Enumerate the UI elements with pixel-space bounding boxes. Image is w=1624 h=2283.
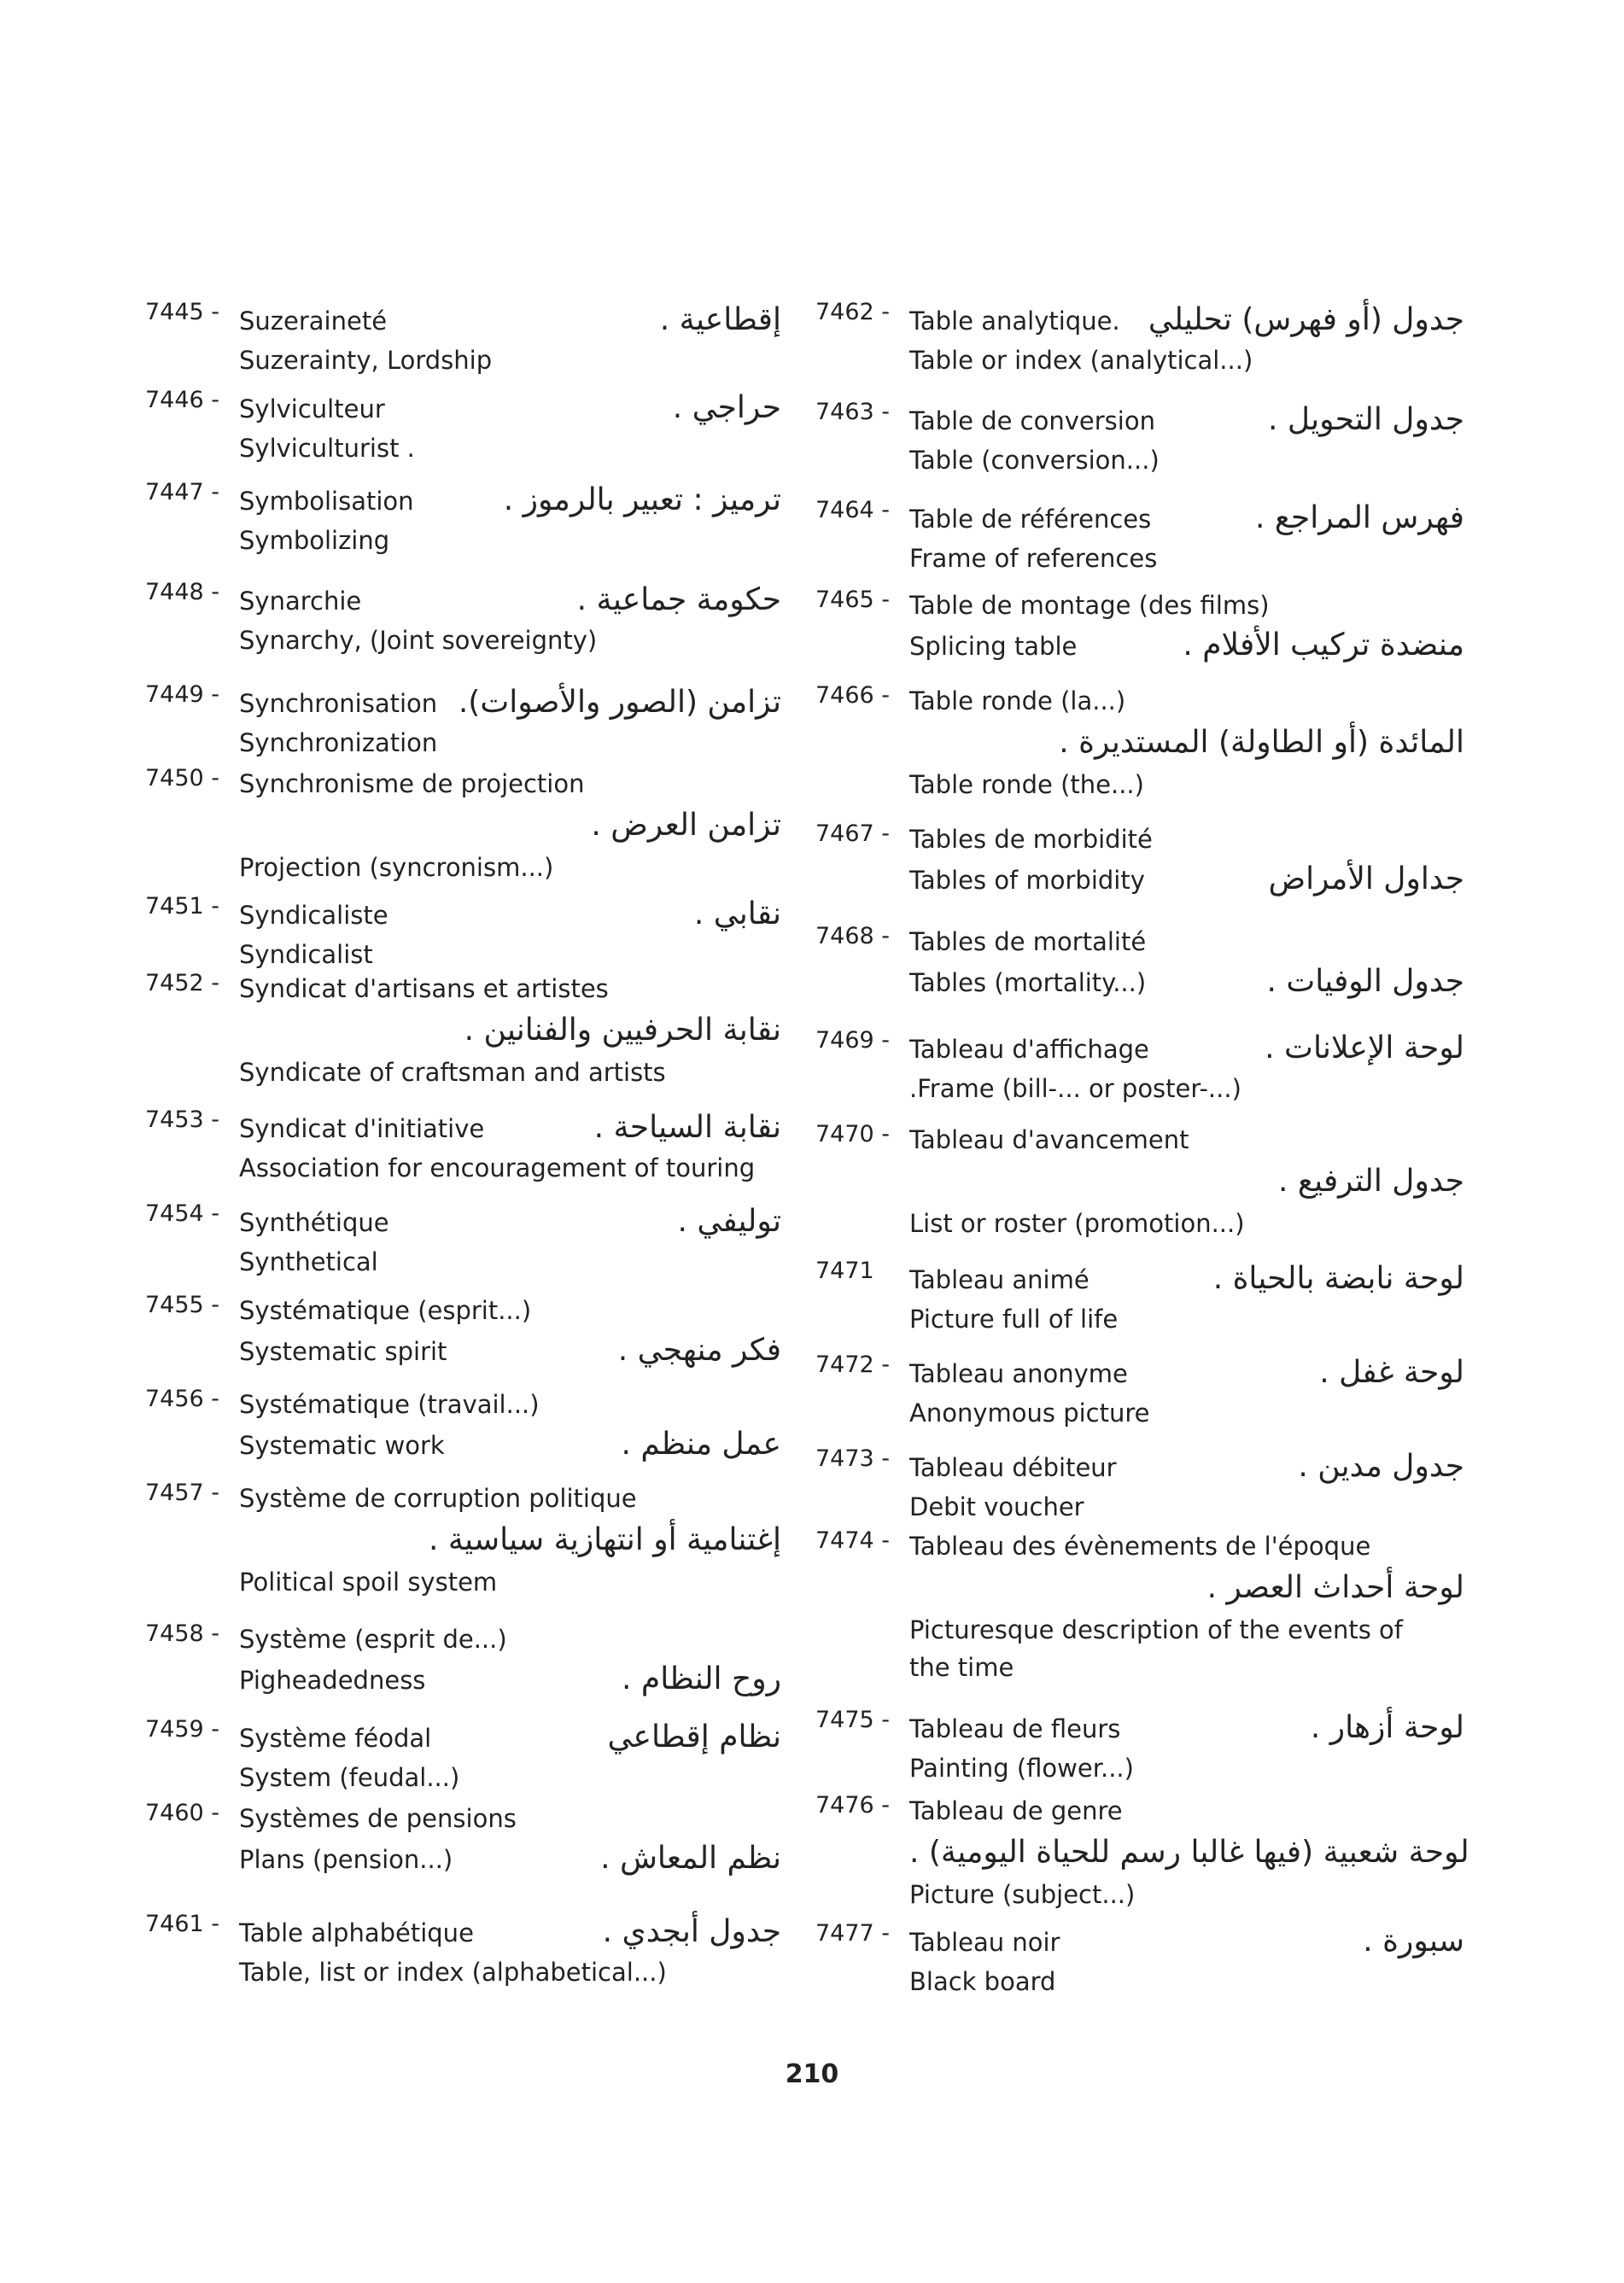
arabic-term: حراجي .	[672, 390, 781, 425]
entry	[145, 893, 781, 970]
entry	[145, 765, 781, 893]
entry	[145, 1800, 781, 1911]
english-term: Suzerainty, Lordship	[239, 346, 493, 375]
english-term: Tables of morbidity	[909, 866, 1145, 895]
french-term: Table de références	[909, 505, 1152, 534]
french-term: Systématique (travail...)	[239, 1390, 540, 1419]
english-term: Symbolizing	[239, 526, 390, 555]
entry	[815, 1920, 1464, 2006]
entry	[815, 1258, 1464, 1352]
french-term: Table analytique.	[909, 307, 1120, 336]
french-term: Synchronisme de projection	[239, 769, 585, 798]
page-number: 210	[785, 2059, 839, 2089]
english-term: Debit voucher	[909, 1492, 1084, 1521]
french-term: Sylviculteur	[239, 394, 385, 423]
arabic-term: فهرس المراجع .	[1254, 500, 1464, 535]
french-term: Synthétique	[239, 1208, 389, 1237]
entry	[145, 387, 781, 479]
entry-number: 7449 -	[145, 681, 220, 708]
french-term: Tableau anonyme	[909, 1359, 1128, 1388]
entry-number: 7472 -	[815, 1352, 891, 1378]
english-term: Syndicalist	[239, 940, 373, 969]
entry	[145, 1620, 781, 1716]
english-term: Plans (pension...)	[239, 1845, 453, 1874]
arabic-term: نقابي .	[693, 896, 781, 931]
english-term: Pigheadedness	[239, 1666, 426, 1695]
entry-number: 7452 -	[145, 970, 220, 996]
entry-number: 7476 -	[815, 1792, 891, 1819]
entry-number: 7464 -	[815, 497, 891, 523]
english-term: Tables (mortality...)	[909, 968, 1147, 997]
entry-number: 7447 -	[145, 479, 220, 505]
english-term: Painting (flower...)	[909, 1754, 1134, 1783]
entry-number: 7461 -	[145, 1911, 220, 1937]
french-term: Systèmes de pensions	[239, 1804, 517, 1833]
arabic-term: لوحة نابضة بالحياة .	[1212, 1261, 1464, 1296]
entry	[145, 1386, 781, 1480]
entry-number: 7474 -	[815, 1527, 891, 1554]
entry-number: 7457 -	[145, 1480, 220, 1506]
entry-number: 7446 -	[145, 387, 220, 413]
entry-number: 7475 -	[815, 1707, 891, 1733]
arabic-term: نظم المعاش .	[600, 1841, 781, 1876]
english-term: Sylviculturist .	[239, 434, 415, 463]
english-term: Synchronization	[239, 728, 438, 757]
entry	[145, 1911, 781, 1996]
arabic-term: جدول (أو فهرس) تحليلي	[1148, 302, 1464, 337]
entry	[815, 1792, 1469, 1920]
entry-number: 7451 -	[145, 893, 220, 920]
arabic-term: لوحة أزهار .	[1310, 1710, 1464, 1745]
french-term: Tables de morbidité	[909, 825, 1153, 854]
entry	[145, 299, 781, 387]
english-term: Synarchy, (Joint sovereignty)	[239, 626, 598, 655]
entry	[815, 497, 1464, 587]
entry-number: 7460 -	[145, 1800, 220, 1826]
entry	[815, 1707, 1464, 1792]
english-term: Table (conversion...)	[909, 446, 1160, 475]
english-term: System (feudal...)	[239, 1763, 460, 1792]
entry	[145, 579, 781, 681]
entry-number: 7466 -	[815, 682, 891, 709]
entry-number: 7470 -	[815, 1121, 891, 1147]
arabic-term: نقابة السياحة .	[593, 1110, 781, 1145]
french-term: Table de conversion	[909, 406, 1155, 435]
entry-number: 7463 -	[815, 399, 891, 425]
entry-number: 7468 -	[815, 923, 891, 949]
entry	[145, 1480, 781, 1620]
arabic-term: جدول التحويل .	[1268, 402, 1464, 437]
french-term: Tableau débiteur	[909, 1453, 1117, 1482]
entry-number: 7465 -	[815, 587, 891, 613]
french-term: Syndicaliste	[239, 901, 388, 930]
english-term: Systematic work	[239, 1431, 445, 1460]
french-term: Tableau des évènements de l'époque	[909, 1532, 1371, 1561]
arabic-term: إقطاعية .	[659, 302, 781, 337]
entry	[815, 1352, 1464, 1445]
entry-number: 7453 -	[145, 1106, 220, 1133]
entry	[815, 923, 1464, 1027]
french-term: Tableau d'avancement	[909, 1125, 1189, 1154]
entry	[815, 682, 1464, 820]
french-term: Syndicat d'artisans et artistes	[239, 974, 609, 1003]
french-term: Système (esprit de...)	[239, 1625, 507, 1654]
french-term: Table ronde (la...)	[909, 686, 1126, 715]
arabic-term: لوحة شعبية (فيها غالبا رسم للحياة اليومية) .	[909, 1835, 1469, 1870]
english-term: Syndicate of craftsman and artists	[239, 1058, 666, 1087]
entry	[145, 479, 781, 579]
entry	[145, 1292, 781, 1386]
english-term: Anonymous picture	[909, 1398, 1150, 1428]
entry-number: 7471	[815, 1258, 874, 1284]
english-term: Picturesque description of the events of	[909, 1615, 1404, 1644]
entry-number: 7477 -	[815, 1920, 891, 1947]
entry-number: 7456 -	[145, 1386, 220, 1412]
entry-number: 7462 -	[815, 299, 891, 325]
french-term: Suzeraineté	[239, 307, 388, 336]
english-term: Systematic spirit	[239, 1337, 447, 1366]
french-term: Systématique (esprit...)	[239, 1296, 532, 1325]
english-term-continued: the time	[909, 1653, 1014, 1682]
entry	[815, 587, 1464, 682]
french-term: Système féodal	[239, 1724, 432, 1753]
entry	[145, 1200, 781, 1292]
english-term: Synthetical	[239, 1247, 378, 1276]
entry	[145, 1106, 781, 1200]
english-term: Table, list or index (alphabetical...)	[239, 1958, 667, 1987]
arabic-term: نظام إقطاعي	[607, 1720, 781, 1755]
english-term: Picture (subject...)	[909, 1880, 1136, 1909]
english-term: Table or index (analytical...)	[909, 346, 1253, 375]
arabic-term: تزامن العرض .	[591, 808, 781, 843]
entry-number: 7458 -	[145, 1620, 220, 1647]
entry	[815, 820, 1464, 923]
french-term: Tableau de genre	[909, 1796, 1123, 1825]
arabic-term: نقابة الحرفيين والفنانين .	[464, 1013, 781, 1048]
arabic-term: جدول الترفيع .	[1278, 1164, 1464, 1199]
french-term: Tableau de fleurs	[909, 1714, 1121, 1743]
english-term: Political spoil system	[239, 1568, 498, 1597]
arabic-term: جدول أبجدي .	[602, 1914, 781, 1949]
arabic-term: جداول الأمراض	[1268, 861, 1464, 896]
french-term: Système de corruption politique	[239, 1484, 637, 1513]
english-term: Association for encouragement of touring	[239, 1153, 756, 1182]
french-term: Tableau animé	[909, 1265, 1089, 1294]
entry-number: 7454 -	[145, 1200, 220, 1227]
arabic-term: توليفي .	[677, 1204, 781, 1239]
french-term: Synarchie	[239, 587, 362, 616]
entry	[815, 1121, 1464, 1258]
french-term: Table alphabétique	[239, 1918, 474, 1947]
arabic-term: المائدة (أو الطاولة) المستديرة .	[1059, 725, 1464, 760]
entry	[815, 1527, 1464, 1707]
english-term: Black board	[909, 1967, 1056, 1996]
arabic-term: تزامن (الصور والأصوات).	[458, 685, 781, 720]
entry	[815, 1027, 1464, 1121]
french-term: Tables de mortalité	[909, 927, 1147, 956]
arabic-term: لوحة الإعلانات .	[1265, 1031, 1464, 1066]
french-term: Symbolisation	[239, 487, 414, 516]
entry-number: 7448 -	[145, 579, 220, 605]
english-term: Frame of references	[909, 544, 1158, 573]
arabic-term: روح النظام .	[622, 1661, 781, 1696]
french-term: Synchronisation	[239, 689, 438, 718]
entry	[815, 1445, 1464, 1527]
left-column	[145, 299, 781, 1996]
entry	[815, 299, 1464, 399]
arabic-term: منضدة تركيب الأفلام .	[1183, 628, 1464, 663]
arabic-term: جدول مدين .	[1298, 1449, 1464, 1484]
english-term: .Frame (bill-... or poster-...)	[909, 1074, 1241, 1103]
english-term: Splicing table	[909, 632, 1078, 661]
entry	[145, 681, 781, 765]
entry-number: 7445 -	[145, 299, 220, 325]
entry	[145, 1716, 781, 1800]
entry	[145, 970, 781, 1106]
english-term: Table ronde (the...)	[909, 770, 1144, 799]
arabic-term: حكومة جماعية .	[576, 582, 781, 617]
english-term: Picture full of life	[909, 1305, 1119, 1334]
arabic-term: لوحة غفل .	[1319, 1355, 1464, 1390]
arabic-term: فكر منهجي .	[617, 1333, 781, 1368]
entry-number: 7469 -	[815, 1027, 891, 1054]
entry-number: 7450 -	[145, 765, 220, 791]
right-column	[815, 299, 1469, 2006]
english-term: Projection (syncronism...)	[239, 853, 554, 882]
english-term: List or roster (promotion...)	[909, 1209, 1245, 1238]
entry-number: 7459 -	[145, 1716, 220, 1743]
entry-number: 7467 -	[815, 820, 891, 847]
arabic-term: ترميز : تعبير بالرموز .	[503, 482, 781, 517]
arabic-term: جدول الوفيات .	[1266, 964, 1464, 999]
entry	[815, 399, 1464, 497]
arabic-term: عمل منظم .	[621, 1427, 781, 1462]
french-term: Table de montage (des films)	[909, 591, 1270, 620]
arabic-term: سبورة .	[1363, 1924, 1464, 1959]
entry-number: 7473 -	[815, 1445, 891, 1472]
arabic-term: إغتنامية أو انتهازية سياسية .	[428, 1522, 781, 1557]
french-term: Tableau noir	[909, 1928, 1060, 1957]
entry-number: 7455 -	[145, 1292, 220, 1318]
french-term: Syndicat d'initiative	[239, 1114, 485, 1143]
french-term: Tableau d'affichage	[909, 1035, 1149, 1064]
arabic-term: لوحة أحداث العصر .	[1206, 1570, 1464, 1605]
